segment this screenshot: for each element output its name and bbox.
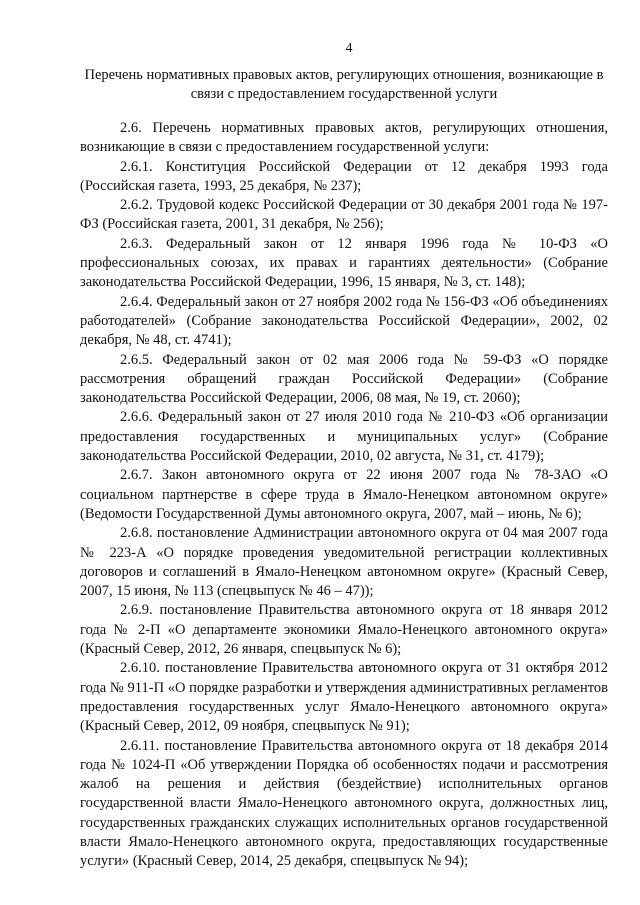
paragraph-2-6: 2.6. Перечень нормативных правовых актов, регулирующих отношения, возникающие в связи с предоставлением государственной услуги:: [80, 120, 608, 156]
paragraph-2-6-3: 2.6.3. Федеральный закон от 12 января 1996 года № 10-ФЗ «О профессиональных союзах, их правах и гарантиях деятельности» (Собрание законодательства Российской Федерации, 1996, 15 января, № 3, ст. 148);: [80, 235, 608, 291]
paragraph-2-6-7: 2.6.7. Закон автономного округа от 22 июня 2007 года № 78-ЗАО «О социальном партнерстве в сфере труда в Ямало-Ненецком автономном округе» (Ведомости Государственной Думы автономного округа, 2007, май – июнь, № 6);: [80, 467, 608, 522]
page-number: 4: [345, 41, 353, 56]
paragraph-2-6-5: 2.6.5. Федеральный закон от 02 мая 2006 года № 59-ФЗ «О порядке рассмотрения обращений граждан Российской Федерации» (Собрание законодательства Российской Федерации, 2006, 08 мая, № 19, ст. 2060);: [80, 351, 608, 407]
paragraph-2-6-8: 2.6.8. постановление Администрации автономного округа от 04 мая 2007 года № 223-А «О порядке проведения уведомительной регистрации коллективных договоров и соглашений в Ямало-Ненецком автономном округе» (Красный Север, 2007, 15 июня, № 113 (спецвыпуск № 46 – 47));: [80, 525, 608, 600]
paragraph-2-6-6: 2.6.6. Федеральный закон от 27 июля 2010 года № 210-ФЗ «Об организации предоставления государственных и муниципальных услуг» (Собрание законодательства Российской Федерации, 2010, 02 августа, № 31, ст. 4179);: [80, 409, 608, 465]
paragraph-2-6-11: 2.6.11. постановление Правительства автономного округа от 18 декабря 2014 года № 1024-П «Об утверждении Порядка об особенностях подачи и рассмотрения жалоб на решения и действия (бездействие) исполнительных органов государственной власти Ямало-Ненецкого автономного округа, должностных лиц, государственных гражданских служащих исполнительных органов государственной власти Ямало-Ненецкого автономного округа, предоставляющих государственные услуги» (Красный Север, 2014, 25 декабря, спецвыпуск № 94);: [80, 737, 608, 870]
paragraph-2-6-4: 2.6.4. Федеральный закон от 27 ноября 2002 года № 156-ФЗ «Об объединениях работодателей» (Собрание законодательства Российской Федерации», 2002, 02 декабря, № 48, ст. 4741);: [80, 293, 608, 349]
document-body: [80, 119, 608, 872]
paragraph-2-6-10: 2.6.10. постановление Правительства автономного округа от 31 октября 2012 года № 911-П «О порядке разработки и утверждения административных регламентов предоставления государственных услуг Ямало-Ненецкого автономного округа» (Красный Север, 2012, 09 ноября, спецвыпуск № 91);: [80, 660, 608, 735]
paragraph-2-6-1: 2.6.1. Конституция Российской Федерации от 12 декабря 1993 года (Российская газета, 1993, 25 декабря, № 237);: [80, 158, 608, 194]
paragraph-2-6-2: 2.6.2. Трудовой кодекс Российской Федерации от 30 декабря 2001 года № 197-ФЗ (Российская газета, 2001, 31 декабря, № 256);: [80, 197, 608, 233]
paragraph-2-6-9: 2.6.9. постановление Правительства автономного округа от 18 января 2012 года № 2-П «О департаменте экономики Ямало-Ненецкого автономного округа» (Красный Север, 2012, 26 января, спецвыпуск № 6);: [80, 602, 608, 658]
section-title: Перечень нормативных правовых актов, регулирующих отношения, возникающие в связи с предоставлением государственной услуги: [84, 67, 604, 102]
document-page: [80, 40, 608, 900]
